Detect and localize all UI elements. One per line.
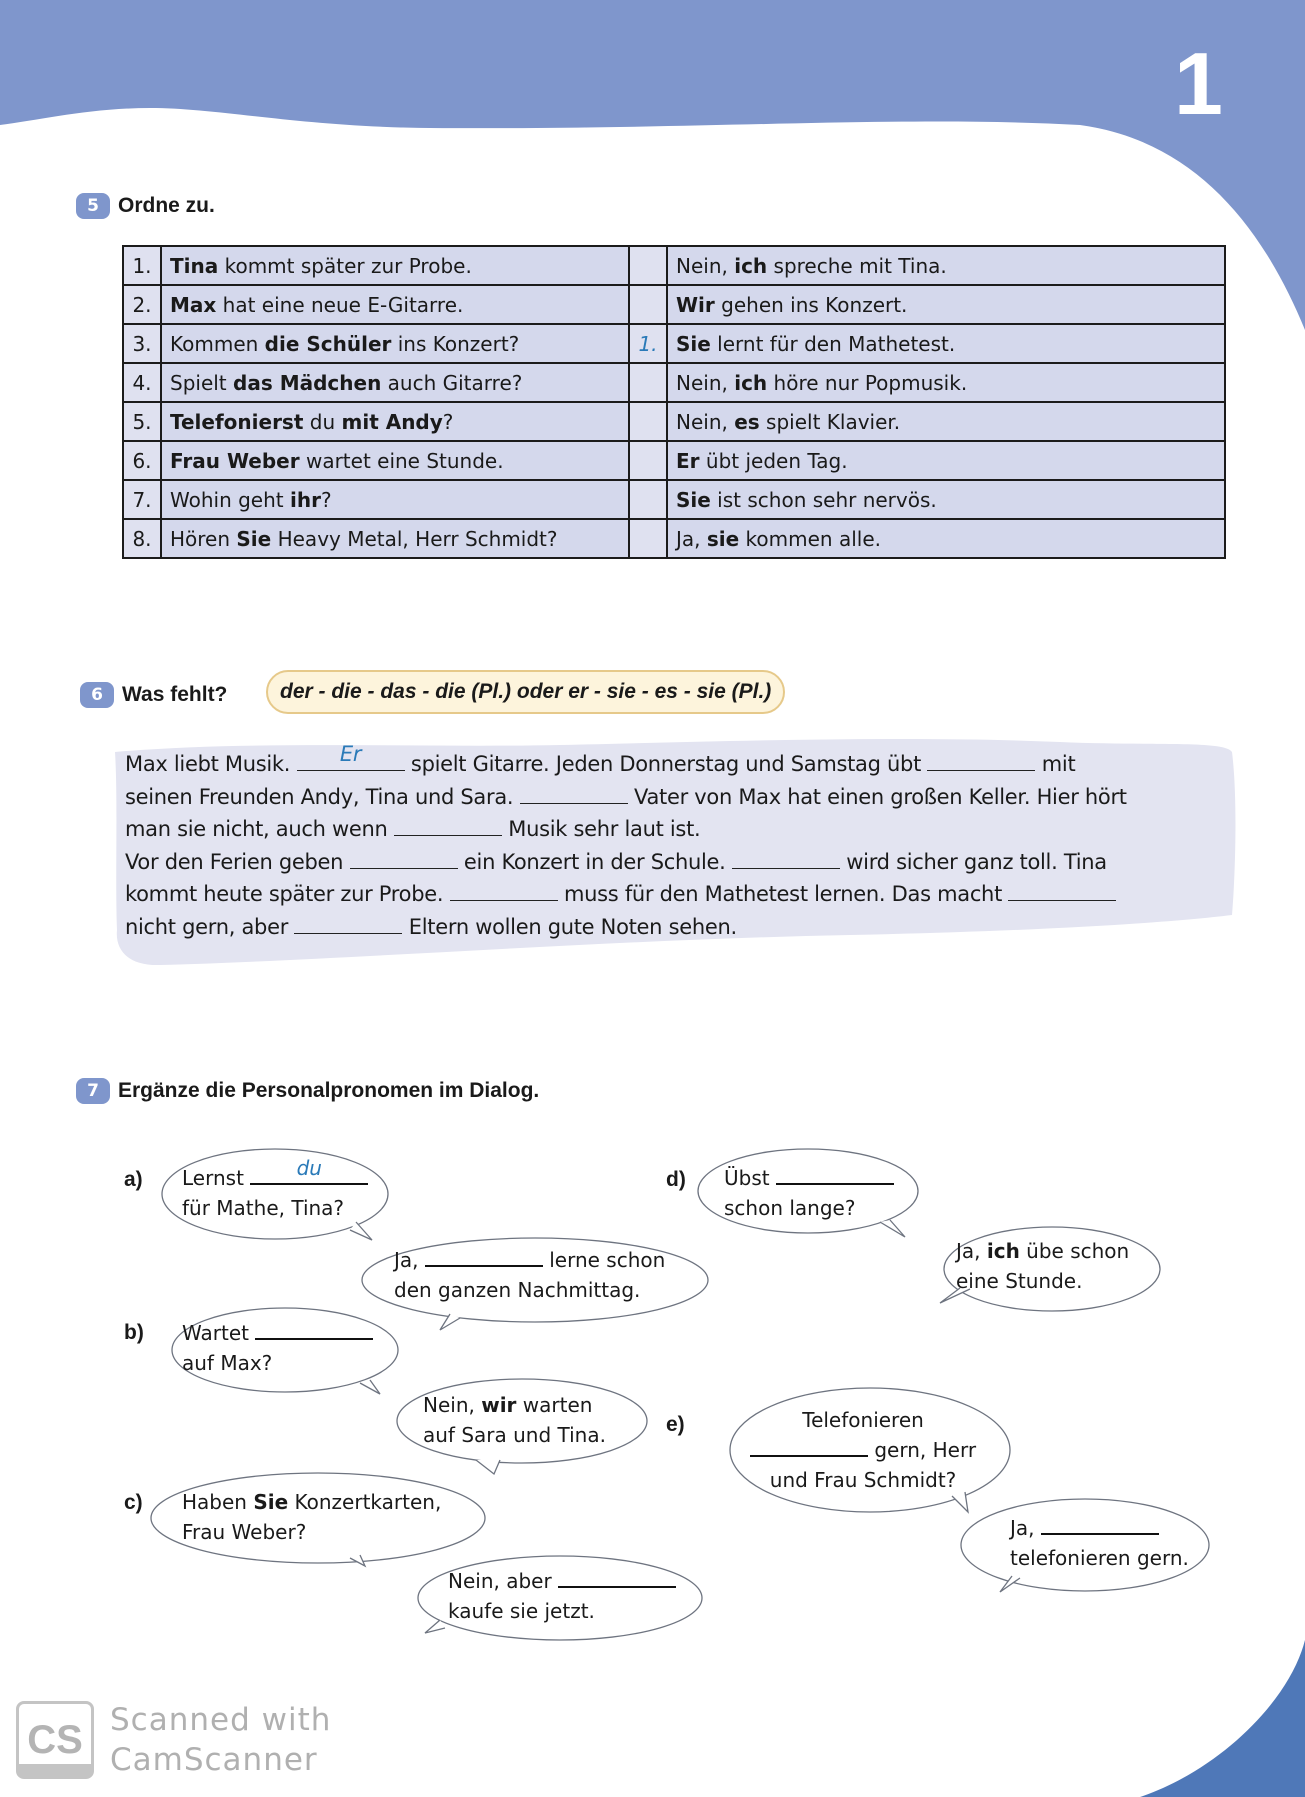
watermark-line-1: Scanned with: [110, 1702, 332, 1738]
answer-blank[interactable]: [927, 750, 1035, 771]
text: Frau Weber?: [182, 1520, 307, 1544]
text: kommt später zur Probe.: [218, 253, 472, 278]
text: gern, Herr: [868, 1438, 977, 1462]
bubble-line: [182, 1156, 368, 1193]
bubble-line: [394, 1275, 665, 1305]
text: Telefonieren: [802, 1408, 924, 1432]
text: Nein,: [676, 253, 735, 278]
text: man sie nicht, auch wenn: [125, 817, 394, 841]
bold-text: Frau Weber: [170, 448, 300, 473]
camscanner-watermark: [16, 1700, 331, 1780]
answer-blank[interactable]: [294, 913, 402, 934]
text: für Mathe, Tina?: [182, 1196, 345, 1220]
answer-blank[interactable]: [255, 1318, 373, 1340]
table-row: [123, 402, 1225, 441]
page-number: 11: [1241, 1602, 1267, 1629]
text: und Frau Schmidt?: [769, 1468, 957, 1492]
cloze-text: [125, 741, 1235, 943]
dialog-label-d: d): [666, 1168, 686, 1191]
text: ein Konzert in der Schule.: [457, 849, 732, 874]
response-cell: [667, 285, 1225, 324]
text: Spielt: [170, 370, 234, 395]
exercise-number-badge: 5: [76, 193, 110, 219]
table-row: [123, 519, 1225, 558]
text: hat eine neue E-Gitarre.: [216, 292, 464, 317]
text: kommen alle.: [739, 526, 881, 551]
bubble-text-c-answer: [448, 1566, 676, 1626]
text: Konzertkarten,: [288, 1490, 442, 1514]
matching-table: [122, 245, 1226, 559]
watermark-line-2: CamScanner: [110, 1742, 318, 1778]
answer-cell[interactable]: [629, 246, 667, 285]
text: auf Sara und Tina.: [423, 1423, 606, 1447]
bubble-line: [956, 1266, 1129, 1296]
answer-blank[interactable]: [1008, 880, 1116, 901]
bubble-line: [423, 1390, 606, 1420]
bubble-text-d-question: [724, 1163, 894, 1223]
cloze-line: [125, 878, 1235, 911]
text: spielt Klavier.: [759, 409, 901, 434]
exercise-number-badge: 7: [76, 1078, 110, 1104]
bubble-text-a-answer: [394, 1245, 665, 1305]
bubble-line: [423, 1420, 606, 1450]
bold-text: ihr: [289, 487, 321, 512]
text: Übst: [724, 1166, 776, 1190]
question-cell: [161, 402, 629, 441]
text: Lernst: [182, 1166, 251, 1190]
response-cell: [667, 324, 1225, 363]
text: auch Gitarre?: [381, 370, 523, 395]
text: eine Stunde.: [956, 1269, 1083, 1293]
row-number: 1.: [123, 246, 161, 285]
bold-text: Telefonierst: [170, 409, 304, 434]
bold-text: ich: [986, 1239, 1020, 1263]
bubble-line: [394, 1245, 665, 1275]
text: warten: [516, 1393, 593, 1417]
question-cell: [161, 324, 629, 363]
text: mit: [1035, 752, 1076, 776]
response-cell: [667, 519, 1225, 558]
bubble-line: [724, 1193, 894, 1223]
question-cell: [161, 363, 629, 402]
text: höre nur Popmusik.: [767, 370, 968, 395]
bubble-line: [182, 1517, 441, 1547]
bold-text: Sie: [676, 487, 711, 512]
answer-cell[interactable]: [629, 441, 667, 480]
text: schon lange?: [724, 1196, 856, 1220]
answer-blank[interactable]: [776, 1163, 894, 1185]
text: Ja,: [676, 526, 707, 551]
dialog-label-c: c): [124, 1491, 143, 1514]
bubble-line: [182, 1193, 368, 1223]
question-cell: [161, 519, 629, 558]
row-number: 5.: [123, 402, 161, 441]
exercise-5-heading: [76, 193, 215, 219]
bubble-line: [750, 1465, 976, 1495]
text: spreche mit Tina.: [767, 253, 947, 278]
row-number: 2.: [123, 285, 161, 324]
response-cell: [667, 363, 1225, 402]
text: Musik sehr laut ist.: [501, 817, 701, 841]
text: lernt für den Mathetest.: [710, 331, 956, 356]
answer-blank[interactable]: [297, 741, 405, 771]
text: du: [303, 409, 342, 434]
bold-text: ich: [734, 370, 768, 395]
camscanner-logo: CS: [16, 1701, 94, 1779]
text: wartet eine Stunde.: [299, 448, 504, 473]
text: übt jeden Tag.: [699, 448, 848, 473]
question-cell: [161, 285, 629, 324]
text: Heavy Metal, Herr Schmidt?: [271, 526, 558, 551]
text: Hören: [170, 526, 237, 551]
bold-text: Tina: [170, 253, 219, 278]
row-number: 6.: [123, 441, 161, 480]
bold-text: Max: [170, 292, 217, 317]
text: ?: [320, 487, 332, 512]
bubble-line: [750, 1435, 976, 1465]
response-cell: [667, 480, 1225, 519]
text: ?: [442, 409, 454, 434]
text: Vor den Ferien geben: [125, 849, 350, 874]
bubble-line: [956, 1236, 1129, 1266]
text: wird sicher ganz toll. Tina: [839, 849, 1107, 874]
text: Wohin geht: [170, 487, 290, 512]
text: lerne schon: [542, 1248, 666, 1272]
text: ins Konzert?: [391, 331, 520, 356]
text: Nein,: [676, 370, 735, 395]
text: nicht gern, aber: [125, 914, 295, 939]
answer-cell[interactable]: [629, 363, 667, 402]
text: Vater von Max hat einen großen Keller. Hier hört: [627, 784, 1127, 809]
filled-answer: Er: [339, 741, 362, 766]
bubble-text-a-question: [182, 1156, 368, 1223]
bold-text: mit Andy: [341, 409, 443, 434]
question-cell: [161, 480, 629, 519]
text: Max liebt Musik.: [125, 752, 297, 776]
text: ist schon sehr nervös.: [710, 487, 937, 512]
text: telefonieren gern.: [1010, 1546, 1189, 1570]
bubble-line: [750, 1405, 976, 1435]
text: kaufe sie jetzt.: [448, 1599, 595, 1623]
table-row: [123, 285, 1225, 324]
bold-text: Wir: [676, 292, 715, 317]
cloze-line: [125, 911, 1235, 944]
answer-cell[interactable]: [629, 519, 667, 558]
text: Nein,: [676, 409, 735, 434]
answer-blank[interactable]: [250, 1156, 368, 1185]
bubble-text-d-answer: [956, 1236, 1129, 1296]
row-number: 3.: [123, 324, 161, 363]
bubble-line: [182, 1348, 373, 1378]
bubble-line: [1010, 1513, 1189, 1543]
row-number: 7.: [123, 480, 161, 519]
bold-text: ich: [734, 253, 768, 278]
bold-text: sie: [706, 526, 740, 551]
bold-text: Sie: [236, 526, 272, 551]
table-row: [123, 441, 1225, 480]
cloze-line: [125, 781, 1235, 814]
text: gehen ins Konzert.: [714, 292, 908, 317]
bubble-line: [448, 1596, 676, 1626]
response-cell: [667, 246, 1225, 285]
table-row: [123, 246, 1225, 285]
text: Ja,: [1010, 1516, 1041, 1540]
text: Ja,: [956, 1239, 987, 1263]
bubble-text-b-answer: [423, 1390, 606, 1450]
exercise-title: Was fehlt?: [122, 683, 228, 706]
text: Haben: [182, 1490, 254, 1514]
answer-blank[interactable]: [750, 1435, 868, 1457]
bubble-line: [724, 1163, 894, 1193]
exercise-7-heading: [76, 1078, 539, 1104]
bubble-text-e-question: [750, 1405, 976, 1495]
text: muss für den Mathetest lernen. Das macht: [557, 882, 1009, 906]
answer-blank[interactable]: [394, 815, 502, 836]
bold-text: Sie: [676, 331, 711, 356]
text: Ja,: [394, 1248, 425, 1272]
text: Nein,: [423, 1393, 482, 1417]
exercise-number-badge: 6: [80, 682, 114, 708]
text: seinen Freunden Andy, Tina und Sara.: [125, 784, 520, 809]
bubble-line: [1010, 1543, 1189, 1573]
answer-blank[interactable]: [450, 880, 558, 901]
table-row: [123, 324, 1225, 363]
answer-blank[interactable]: [425, 1245, 543, 1267]
text: spielt Gitarre. Jeden Donnerstag und Samstag übt: [404, 752, 928, 776]
exercise-6-heading: [80, 682, 227, 708]
row-number: 8.: [123, 519, 161, 558]
chapter-number: 1: [1174, 34, 1223, 133]
answer-blank[interactable]: [1041, 1513, 1159, 1535]
response-cell: [667, 441, 1225, 480]
bubble-text-c-question: [182, 1487, 441, 1547]
cloze-line: [125, 846, 1235, 879]
question-cell: [161, 441, 629, 480]
text: den ganzen Nachmittag.: [394, 1278, 641, 1302]
text: Wartet: [182, 1321, 256, 1345]
cloze-line: [125, 741, 1235, 781]
bold-text: die Schüler: [264, 331, 392, 356]
answer-cell[interactable]: [629, 480, 667, 519]
bold-text: Er: [676, 448, 700, 473]
answer-cell[interactable]: [629, 402, 667, 441]
row-number: 4.: [123, 363, 161, 402]
bubble-text-e-answer: [1010, 1513, 1189, 1573]
bold-text: wir: [481, 1393, 517, 1417]
answer-blank[interactable]: [732, 848, 840, 869]
bubble-text-b-question: [182, 1318, 373, 1378]
table-row: [123, 363, 1225, 402]
answer-blank[interactable]: [350, 848, 458, 869]
answer-cell[interactable]: [629, 285, 667, 324]
dialog-label-a: a): [124, 1168, 143, 1191]
text: übe schon: [1019, 1239, 1130, 1263]
table-row: [123, 480, 1225, 519]
answer-cell[interactable]: 1.: [629, 324, 667, 363]
text: Kommen: [170, 331, 265, 356]
response-cell: [667, 402, 1225, 441]
bold-text: es: [734, 409, 760, 434]
cloze-line: [125, 813, 1235, 846]
text: Nein, aber: [448, 1569, 559, 1593]
bubble-line: [182, 1318, 373, 1348]
bubble-line: [448, 1566, 676, 1596]
word-hint-box: der - die - das - die (Pl.) oder er - sie - es - sie (Pl.): [266, 670, 785, 714]
question-cell: [161, 246, 629, 285]
filled-answer: du: [296, 1156, 322, 1180]
answer-blank[interactable]: [520, 783, 628, 804]
exercise-title: Ergänze die Personalpronomen im Dialog.: [118, 1079, 540, 1102]
bold-text: Sie: [253, 1490, 289, 1514]
exercise-title: Ordne zu.: [118, 194, 215, 217]
bubble-line: [182, 1487, 441, 1517]
bold-text: das Mädchen: [233, 370, 382, 395]
dialog-label-b: b): [124, 1321, 144, 1344]
text: kommt heute später zur Probe.: [125, 882, 450, 906]
answer-blank[interactable]: [558, 1566, 676, 1588]
text: Eltern wollen gute Noten sehen.: [402, 914, 737, 939]
text: auf Max?: [182, 1351, 273, 1375]
dialog-label-e: e): [666, 1413, 685, 1436]
